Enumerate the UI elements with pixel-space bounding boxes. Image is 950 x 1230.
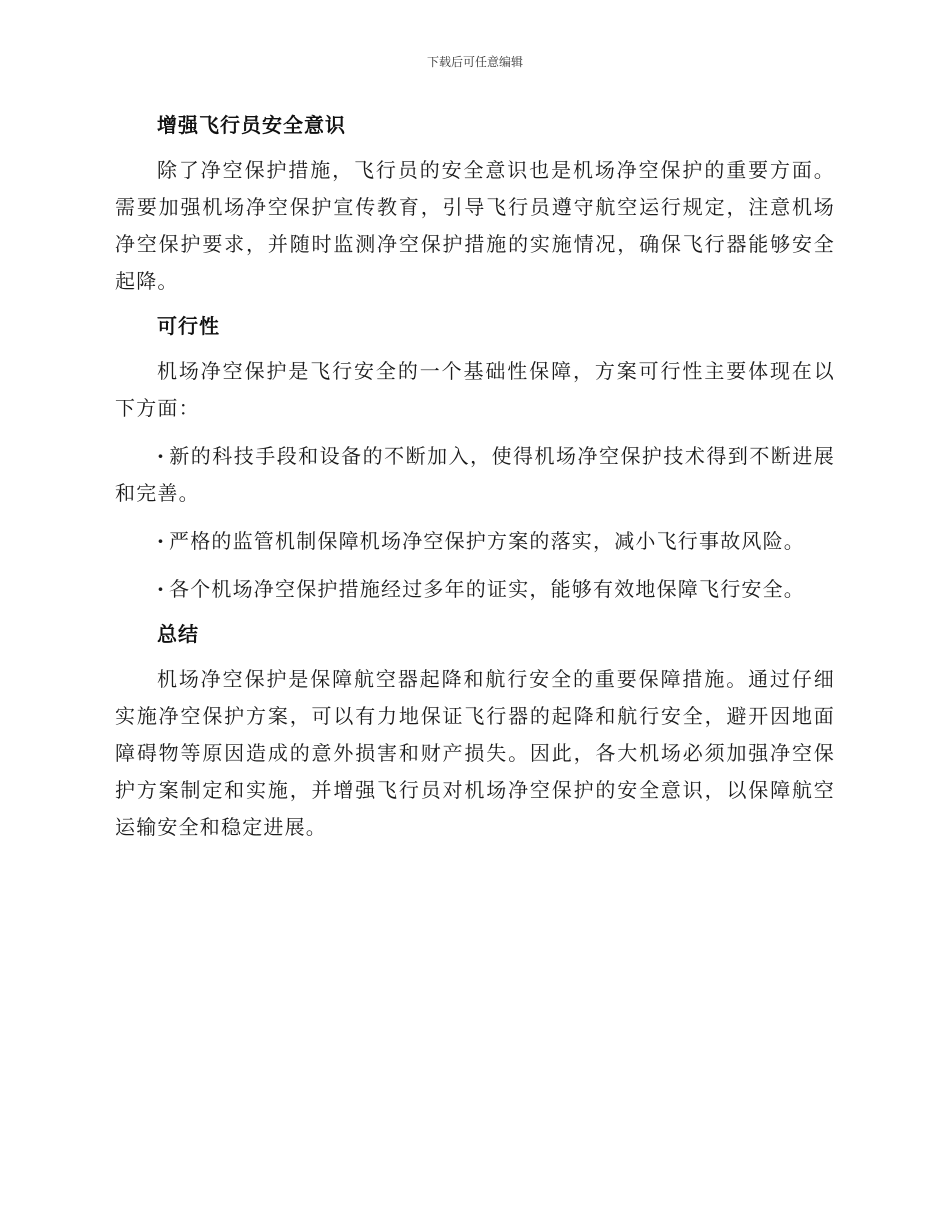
bullet-dot-icon: · [157, 577, 166, 601]
bullet-item [115, 571, 835, 608]
section-feasibility [115, 311, 835, 608]
body-paragraph: 机场净空保护是保障航空器起降和航行安全的重要保障措施。通过仔细实施净空保护方案，可以有力地保证飞行器的起降和航行安全，避开因地面障碍物等原因造成的意外损害和财产损失。因此，各大机场必须加强净空保护方案制定和实施，并增强飞行员对机场净空保护的安全意识，以保障航空运输安全和稳定进展。 [115, 667, 835, 839]
section-heading: 可行性 [157, 314, 220, 338]
body-paragraph: 机场净空保护是飞行安全的一个基础性保障，方案可行性主要体现在以下方面： [115, 359, 835, 420]
bullet-text: 各个机场净空保护措施经过多年的证实，能够有效地保障飞行安全。 [169, 577, 805, 601]
document-body [115, 110, 835, 857]
bullet-item [115, 438, 835, 512]
body-paragraph: 除了净空保护措施，飞行员的安全意识也是机场净空保护的重要方面。需要加强机场净空保护宣传教育，引导飞行员遵守航空运行规定，注意机场净空保护要求，并随时监测净空保护措施的实施情况，确保飞行器能够安全起降。 [115, 158, 835, 293]
section-heading: 增强飞行员安全意识 [157, 113, 346, 137]
section-safety-awareness [115, 110, 835, 300]
page-header: 下载后可任意编辑 [426, 55, 523, 69]
bullet-dot-icon: · [157, 444, 166, 468]
section-heading: 总结 [157, 622, 199, 646]
bullet-text: 新的科技手段和设备的不断加入，使得机场净空保护技术得到不断进展和完善。 [115, 444, 835, 505]
bullet-text: 严格的监管机制保障机场净空保护方案的落实，减小飞行事故风险。 [169, 529, 805, 553]
section-summary [115, 619, 835, 846]
bullet-item [115, 523, 835, 560]
bullet-dot-icon: · [157, 529, 166, 553]
